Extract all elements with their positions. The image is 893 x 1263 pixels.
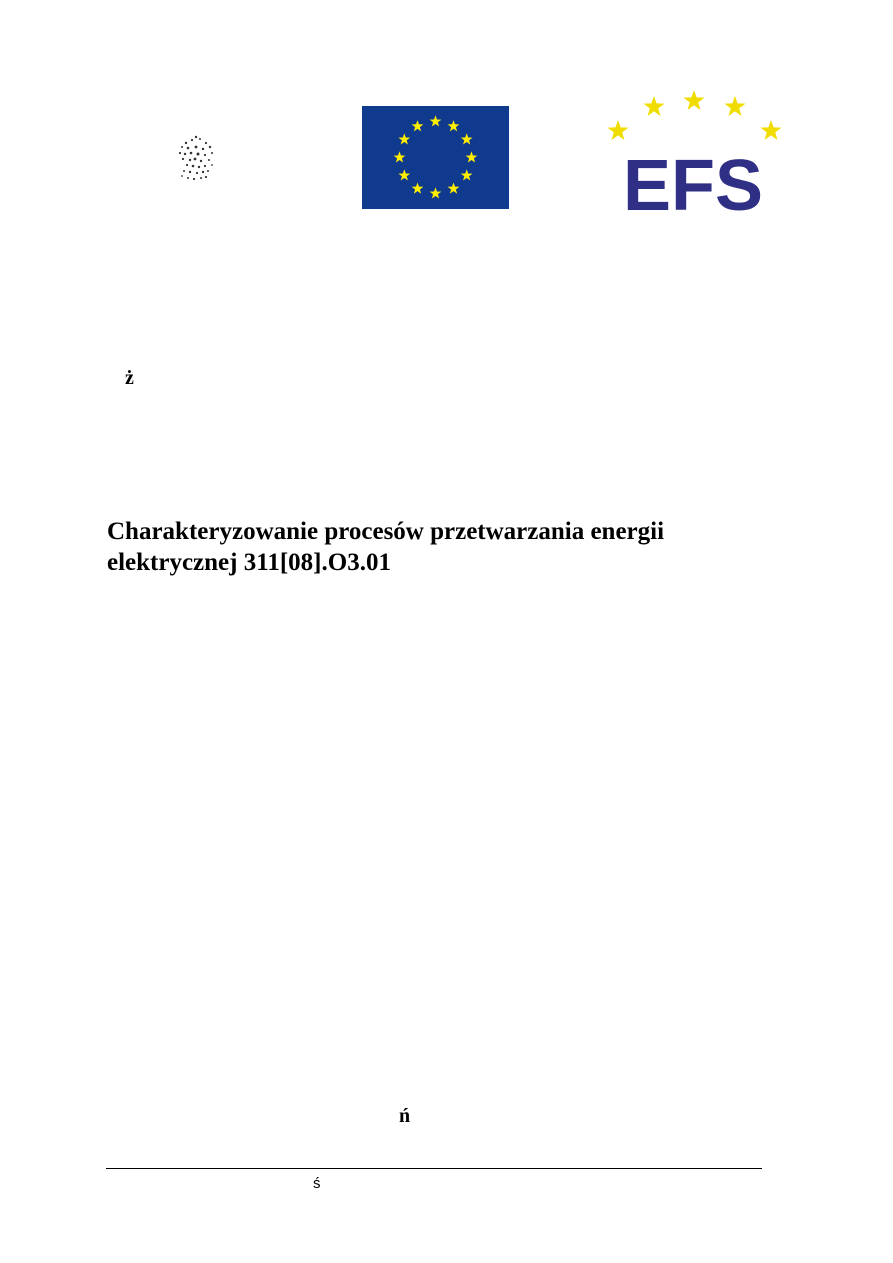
footer-text: ś	[313, 1175, 321, 1192]
stray-character: ż	[125, 367, 134, 389]
document-title	[107, 516, 807, 578]
polish-eagle-emblem-icon	[174, 133, 220, 183]
eu-flag-icon	[362, 106, 509, 209]
efs-logo-text: EFS	[622, 146, 764, 218]
title-line-1: Charakteryzowanie procesów przetwarzania energii	[107, 518, 665, 545]
footer-divider	[106, 1168, 762, 1169]
efs-logo-icon	[598, 88, 788, 218]
stray-character: ń	[399, 1105, 411, 1127]
title-line-2: elektrycznej 311[08].O3.01	[107, 549, 391, 576]
